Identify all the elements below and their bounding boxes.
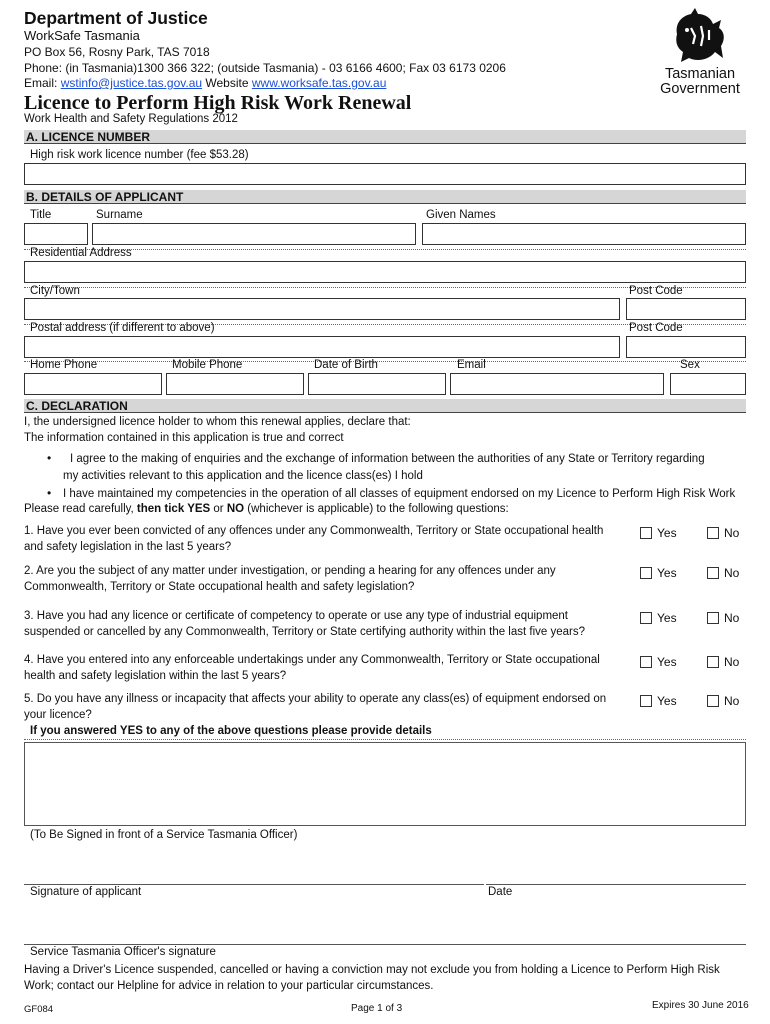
- instruction-no: NO: [226, 503, 245, 515]
- question-3: [24, 608, 624, 640]
- contact-line: [24, 76, 386, 90]
- city-input[interactable]: [24, 298, 620, 320]
- mobile-phone-input[interactable]: [166, 373, 304, 395]
- q4-no-checkbox[interactable]: [707, 656, 719, 668]
- postal-postcode-label: Post Code: [629, 322, 683, 334]
- officer-signature-label: Service Tasmania Officer's signature: [30, 946, 216, 958]
- question-5: [24, 691, 624, 723]
- phone-info: Phone: (in Tasmania)1300 366 322; (outside Tasmania) - 03 6166 4600; Fax 03 6173 0206: [24, 61, 506, 75]
- mobile-phone-label: Mobile Phone: [172, 359, 243, 371]
- postal-address-label: Postal address (if different to above): [30, 322, 215, 334]
- dob-label: Date of Birth: [314, 359, 378, 371]
- bullet1-line1: I agree to the making of enquiries and the exchange of information between the authorities of any State or Territory regarding: [70, 453, 705, 465]
- postcode-label: Post Code: [629, 285, 683, 297]
- gov-line2: Government: [660, 81, 740, 97]
- q5-yes-label: Yes: [657, 694, 677, 708]
- q1-no-label: No: [724, 526, 740, 540]
- given-names-label: Given Names: [426, 209, 496, 221]
- section-c-header: C. DECLARATION: [24, 399, 746, 413]
- signed-note: (To Be Signed in front of a Service Tasmania Officer): [30, 829, 298, 841]
- home-phone-label: Home Phone: [30, 359, 98, 371]
- q4-yes-checkbox[interactable]: [640, 656, 652, 668]
- instruction-yes: then tick YES: [133, 503, 211, 515]
- home-phone-input[interactable]: [24, 373, 162, 395]
- email-label: Email:: [24, 76, 61, 90]
- email-field-label: Email: [457, 359, 486, 371]
- bullet-icon: •: [47, 486, 52, 500]
- question-4-line1: 4. Have you entered into any enforceable undertakings under any Commonwealth, Territory or State occupational: [24, 654, 600, 666]
- given-names-input[interactable]: [422, 223, 746, 245]
- question-5-line2: your licence?: [24, 709, 92, 721]
- details-label: If you answered YES to any of the above questions please provide details: [30, 725, 432, 737]
- q4-yes-label: Yes: [657, 655, 677, 669]
- bullet-icon: •: [47, 451, 52, 465]
- surname-input[interactable]: [92, 223, 416, 245]
- email-input[interactable]: [450, 373, 664, 395]
- q1-yes-label: Yes: [657, 526, 677, 540]
- expiry-date: Expires 30 June 2016: [652, 1000, 749, 1011]
- question-2: [24, 563, 624, 595]
- dob-input[interactable]: [308, 373, 446, 395]
- page-number: Page 1 of 3: [351, 1003, 403, 1014]
- postal-address: PO Box 56, Rosny Park, TAS 7018: [24, 45, 210, 59]
- q2-yes-checkbox[interactable]: [640, 567, 652, 579]
- email-link[interactable]: wstinfo@justice.tas.gov.au: [60, 76, 203, 90]
- question-1-line1: 1. Have you ever been convicted of any offences under any Commonwealth, Territory or State occupational health: [24, 525, 604, 537]
- details-textarea[interactable]: [24, 742, 746, 826]
- divider: [24, 739, 746, 740]
- question-2-line1: 2. Are you the subject of any matter under investigation, or pending a hearing for any offences under any: [24, 565, 556, 577]
- residential-address-label: Residential Address: [30, 247, 132, 259]
- postal-postcode-input[interactable]: [626, 336, 746, 358]
- bullet1-line2: my activities relevant to this application and the licence class(es) I hold: [63, 470, 423, 482]
- section-b-header: B. DETAILS OF APPLICANT: [24, 190, 746, 204]
- licence-number-input[interactable]: [24, 163, 746, 185]
- instruction-pre: Please read carefully,: [24, 503, 134, 515]
- gov-line1: Tasmanian: [664, 66, 736, 82]
- website-label: Website: [202, 76, 252, 90]
- q1-no-checkbox[interactable]: [707, 527, 719, 539]
- licence-number-label: High risk work licence number (fee $53.28): [30, 149, 249, 161]
- form-title: Licence to Perform High Risk Work Renewal: [24, 92, 412, 114]
- postal-address-input[interactable]: [24, 336, 620, 358]
- q2-no-checkbox[interactable]: [707, 567, 719, 579]
- question-1: [24, 523, 624, 555]
- form-code: GF084: [24, 1004, 54, 1015]
- note-line2: Work; contact our Helpline for advice in relation to your particular circumstances.: [24, 980, 434, 992]
- title-input[interactable]: [24, 223, 88, 245]
- question-3-line1: 3. Have you had any licence or certificate of competency to operate or use any type of industrial equipment: [24, 610, 569, 622]
- instruction-post: (whichever is applicable) to the following questions:: [244, 503, 509, 515]
- sex-input[interactable]: [670, 373, 746, 395]
- residential-address-input[interactable]: [24, 261, 746, 283]
- q3-no-label: No: [724, 611, 740, 625]
- question-4-line2: health and safety legislation within the last 5 years?: [24, 670, 287, 682]
- note-line1: Having a Driver's Licence suspended, cancelled or having a conviction may not exclude you from holding a Licence to Perform High Risk: [24, 964, 720, 976]
- website-link[interactable]: www.worksafe.tas.gov.au: [251, 76, 387, 90]
- tasmanian-tiger-logo-icon: [665, 6, 735, 66]
- question-5-line1: 5. Do you have any illness or incapacity that affects your ability to operate any class(es) of equipment endorsed on: [24, 693, 607, 705]
- regulations: Work Health and Safety Regulations 2012: [24, 113, 238, 125]
- q1-yes-checkbox[interactable]: [640, 527, 652, 539]
- instruction-or: or: [210, 503, 227, 515]
- org-name: WorkSafe Tasmania: [24, 28, 140, 43]
- date-line[interactable]: [486, 884, 746, 885]
- question-1-line2: and safety legislation in the last 5 years?: [24, 541, 232, 553]
- q2-no-label: No: [724, 566, 740, 580]
- q5-no-label: No: [724, 694, 740, 708]
- applicant-signature-line[interactable]: [24, 884, 484, 885]
- bullet2: I have maintained my competencies in the operation of all classes of equipment endorsed on my Licence to Perform High Risk Work: [63, 488, 736, 500]
- department-title: Department of Justice: [24, 8, 208, 28]
- q4-no-label: No: [724, 655, 740, 669]
- q3-yes-checkbox[interactable]: [640, 612, 652, 624]
- question-4: [24, 652, 624, 684]
- declaration-truth: The information contained in this application is true and correct: [24, 432, 344, 444]
- q3-no-checkbox[interactable]: [707, 612, 719, 624]
- divider: [24, 249, 746, 250]
- officer-signature-line[interactable]: [24, 944, 746, 945]
- sex-label: Sex: [680, 359, 700, 371]
- question-3-line2: suspended or cancelled by any Commonwealth, Territory or State certifying authority within the last five years?: [24, 626, 586, 638]
- date-label: Date: [488, 886, 513, 898]
- city-label: City/Town: [30, 285, 80, 297]
- q3-yes-label: Yes: [657, 611, 677, 625]
- title-label: Title: [30, 209, 52, 221]
- postcode-input[interactable]: [626, 298, 746, 320]
- instruction: [24, 503, 509, 515]
- divider: [24, 361, 746, 362]
- question-2-line2: Commonwealth, Territory or State occupational health and safety legislation?: [24, 581, 415, 593]
- surname-label: Surname: [96, 209, 143, 221]
- q5-yes-checkbox[interactable]: [640, 695, 652, 707]
- q5-no-checkbox[interactable]: [707, 695, 719, 707]
- declaration-intro: I, the undersigned licence holder to whom this renewal applies, declare that:: [24, 416, 411, 428]
- q2-yes-label: Yes: [657, 566, 677, 580]
- applicant-signature-label: Signature of applicant: [30, 886, 142, 898]
- section-a-header: A. LICENCE NUMBER: [24, 130, 746, 144]
